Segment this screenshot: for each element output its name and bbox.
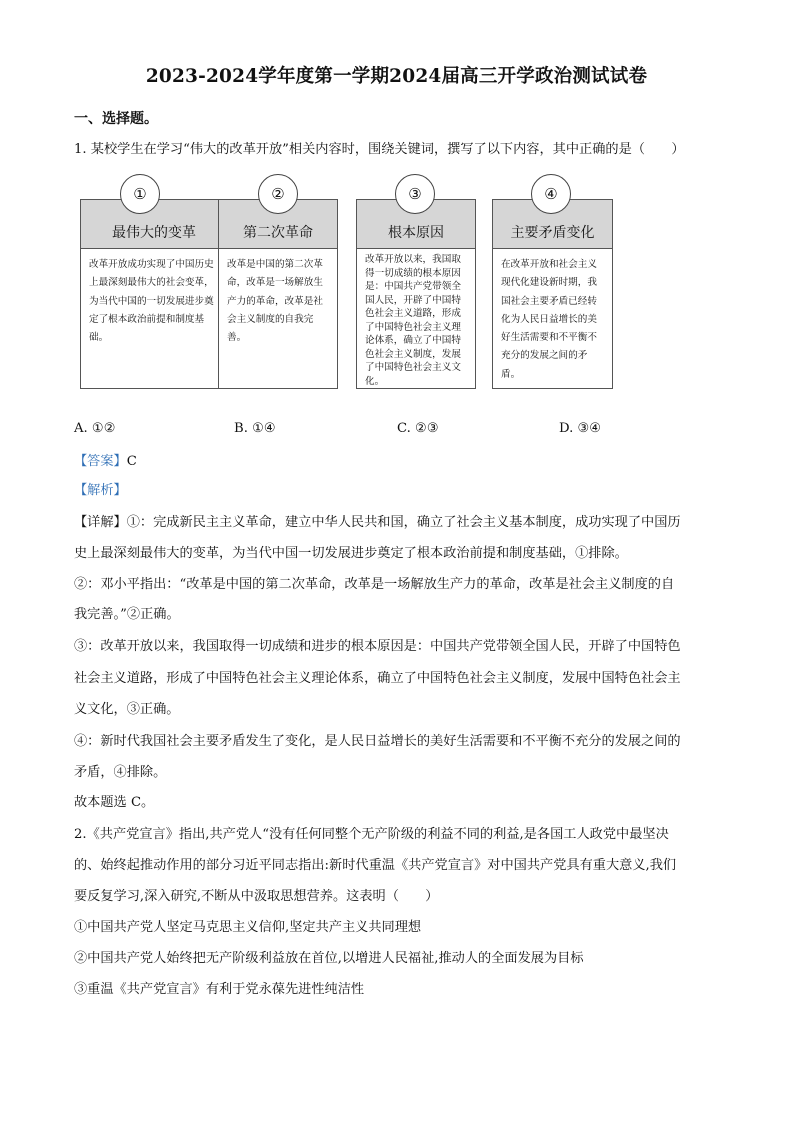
detail-line: 矛盾，④排除。 [74,765,167,780]
answer-label: 【答案】 [74,454,127,469]
q2-line: 要反复学习,深入研究,不断从中汲取思想营养。这表明（ ） [74,889,439,904]
card-2-body: 改革是中国的第二次革命，改革是一场解放生产力的革命，改革是社会主义制度的自我完善。 [227,259,323,344]
answer-value: C [126,454,137,469]
q2-line: 2.《共产党宣言》指出,共产党人“没有任何同整个无产阶级的利益不同的利益,是各国工人政党中最坚决 [74,827,669,842]
card-1-body: 改革开放成功实现了中国历史上最深刻最伟大的社会变革，为当代中国的一切发展进步奠定了根本政治前提和制度基础。 [89,259,214,344]
detail-line: ④：新时代我国社会主要矛盾发生了变化，是人民日益增长的美好生活需要和不平衡不充分的发展之间的 [74,734,681,749]
card-4-body: 在改革开放和社会主义现代化建设新时期，我国社会主要矛盾已经转化为人民日益增长的美好生活需要和不平衡不充分的发展之间的矛盾。 [501,259,597,380]
detail-line: 义文化，③正确。 [74,702,180,717]
q2-statement: ③重温《共产党宣言》有利于党永葆先进性纯洁性 [74,982,365,997]
option-d: D. ③④ [559,421,602,436]
card-1-number: ① [120,174,160,214]
detail-line: ③：改革开放以来，我国取得一切成绩和进步的根本原因是：中国共产党带领全国人民，开辟了中国特色 [74,639,681,654]
card-3-title: 根本原因 [388,225,444,241]
card-3-body: 改革开放以来，我国取得一切成绩的根本原因是：中国共产党带领全国人民，开辟了中国特色社会主义道路，形成了中国特色社会主义理论体系，确立了中国特色社会主义制度，发展了中国特色社会主义文化。 [365,254,461,387]
option-b: B. ①④ [234,421,276,436]
answer-line [74,454,137,470]
q1-stem: 1. 某校学生在学习“伟大的改革开放”相关内容时，围绕关键词，撰写了以下内容，其中正确的是（ ） [74,142,685,157]
card-3-number: ③ [395,174,435,214]
detail-line: ②：邓小平指出：“改革是中国的第二次革命，改革是一场解放生产力的革命，改革是社会主义制度的自 [74,577,675,592]
analysis-label: 【解析】 [74,483,127,498]
page-title: 2023-2024学年度第一学期2024届高三开学政治测试试卷 [145,66,648,87]
card-2-title: 第二次革命 [243,225,313,241]
card-2-number: ② [258,174,298,214]
card-4-title: 主要矛盾变化 [510,225,595,241]
conclusion-line: 故本题选 C。 [74,795,155,810]
card-4-number: ④ [531,174,571,214]
q2-line: 的、始终起推动作用的部分习近平同志指出:新时代重温《共产党宣言》对中国共产党具有重大意义,我们 [74,858,677,873]
detail-line: 史上最深刻最伟大的变革，为当代中国一切发展进步奠定了根本政治前提和制度基础，①排除。 [74,546,628,561]
option-a: A. ①② [74,421,116,436]
section-heading: 一、选择题。 [74,111,158,127]
detail-line: 【详解】①：完成新民主主义革命，建立中华人民共和国，确立了社会主义基本制度，成功实现了中国历 [74,515,681,530]
detail-line: 我完善。”②正确。 [74,607,180,622]
option-c: C. ②③ [397,421,439,436]
card-1-title: 最伟大的变革 [112,225,196,241]
q2-statement: ①中国共产党人坚定马克思主义信仰,坚定共产主义共同理想 [74,920,422,935]
detail-line: 社会主义道路，形成了中国特色社会主义理论体系，确立了中国特色社会主义制度，发展中国特色社会主 [74,671,681,686]
q2-statement: ②中国共产党人始终把无产阶级利益放在首位,以增进人民福祉,推动人的全面发展为目标 [74,951,584,966]
